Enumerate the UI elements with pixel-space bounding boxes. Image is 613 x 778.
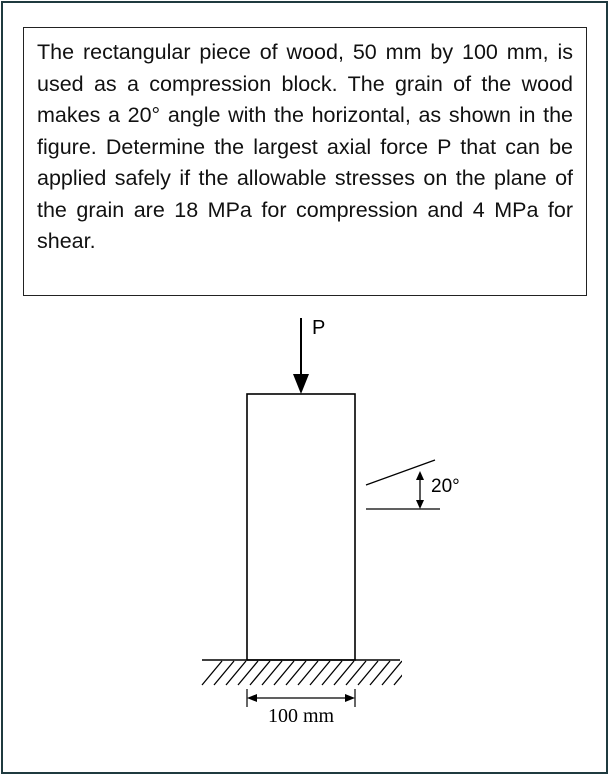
- angle-arrow-up: [416, 471, 424, 480]
- angle-label: 20°: [431, 476, 460, 497]
- load-label: P: [312, 317, 326, 339]
- dimension-arrow-left: [247, 694, 257, 702]
- grain-angle-indicator: [366, 460, 440, 509]
- grain-line: [366, 460, 435, 485]
- problem-statement-text: The rectangular piece of wood, 50 mm by 100 mm, is used as a compression block. The grain of the wood makes a 20° angle with the horizontal, as shown in the figure. Determine the largest axial force P that can be applied safely if the allowable stresses on the plane of the grain are 18 MPa for compression and 4 MPa for shear.: [37, 40, 573, 253]
- ground-support: [202, 660, 414, 685]
- wood-block: [247, 394, 355, 660]
- load-arrow: [293, 318, 309, 394]
- angle-arrow-down: [416, 500, 424, 509]
- dimension-arrow-right: [345, 694, 355, 702]
- ground-hatching: [202, 661, 414, 685]
- width-dimension-label: 100 mm: [267, 705, 335, 727]
